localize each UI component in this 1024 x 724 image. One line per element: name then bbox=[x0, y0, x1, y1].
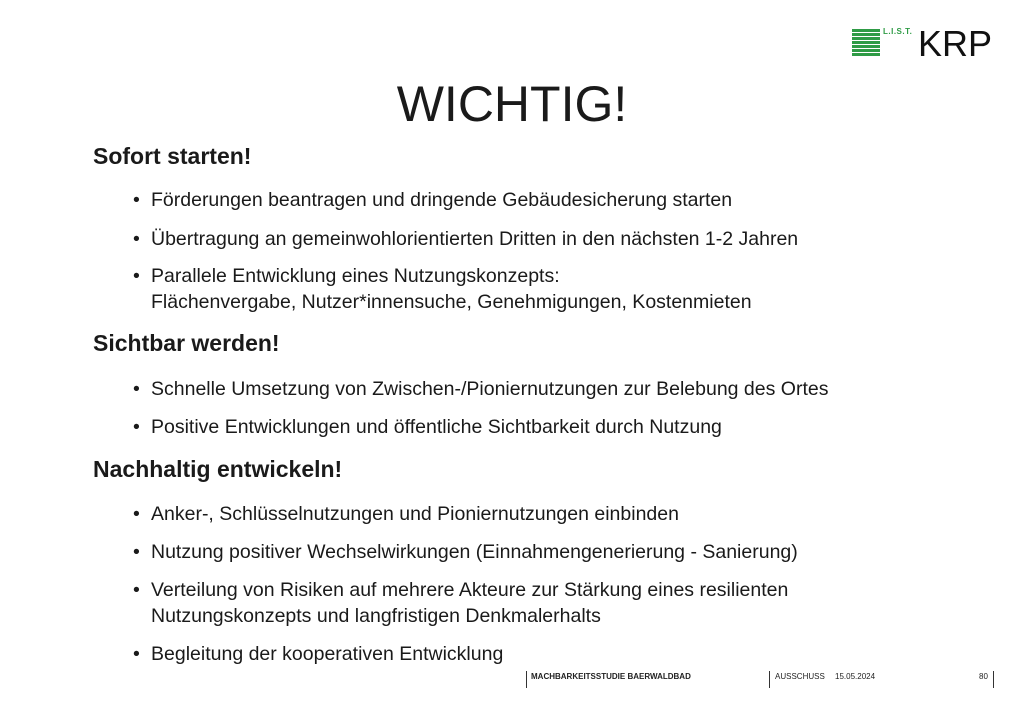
list-item-text: Nutzung positiver Wechselwirkungen (Einnahmengenerierung - Sanierung) bbox=[151, 541, 798, 563]
bullet-icon: • bbox=[133, 579, 140, 601]
footer-committee: AUSSCHUSS bbox=[775, 672, 825, 681]
list-item-text: Nutzungskonzepts und langfristigen Denkmalerhalts bbox=[151, 605, 601, 627]
list-item-text: Flächenvergabe, Nutzer*innensuche, Genehmigungen, Kostenmieten bbox=[151, 291, 752, 313]
bullet-icon: • bbox=[133, 378, 140, 400]
page-number: 80 bbox=[979, 672, 988, 681]
list-item-text: Verteilung von Risiken auf mehrere Akteure zur Stärkung eines resilienten bbox=[151, 579, 789, 601]
list-item-text: Übertragung an gemeinwohlorientierten Dritten in den nächsten 1-2 Jahren bbox=[151, 228, 799, 250]
bullet-icon: • bbox=[133, 541, 140, 563]
footer-study-title: MACHBARKEITSSTUDIE BAERWALDBAD bbox=[531, 672, 691, 681]
list-item-text: Anker-, Schlüsselnutzungen und Pioniernutzungen einbinden bbox=[151, 503, 679, 525]
list-item-text: Parallele Entwicklung eines Nutzungskonzepts: bbox=[151, 265, 560, 287]
list-item-text: Förderungen beantragen und dringende Gebäudesicherung starten bbox=[151, 189, 733, 211]
footer-divider bbox=[526, 671, 527, 688]
bullet-icon: • bbox=[133, 228, 140, 250]
list-logo bbox=[852, 27, 912, 59]
list-logo-bars bbox=[852, 29, 880, 57]
section-heading-nachhaltig: Nachhaltig entwickeln! bbox=[93, 456, 343, 482]
list-item-text: Begleitung der kooperativen Entwicklung bbox=[151, 643, 504, 665]
list-item-text: Schnelle Umsetzung von Zwischen-/Pioniernutzungen zur Belebung des Ortes bbox=[151, 378, 829, 400]
section-heading-sichtbar: Sichtbar werden! bbox=[93, 330, 280, 356]
krp-logo: KRP bbox=[918, 23, 993, 64]
bullet-icon: • bbox=[133, 503, 140, 525]
footer-divider bbox=[993, 671, 994, 688]
page-title: WICHTIG! bbox=[396, 76, 628, 132]
bullet-icon: • bbox=[133, 416, 140, 438]
list-item-text: Positive Entwicklungen und öffentliche Sichtbarkeit durch Nutzung bbox=[151, 416, 722, 438]
footer-divider bbox=[769, 671, 770, 688]
bullet-icon: • bbox=[133, 189, 140, 211]
section-heading-sofort: Sofort starten! bbox=[93, 143, 252, 169]
footer-date: 15.05.2024 bbox=[835, 672, 876, 681]
list-logo-text: L.I.S.T. bbox=[883, 27, 913, 36]
bullet-icon: • bbox=[133, 265, 140, 287]
bullet-icon: • bbox=[133, 643, 140, 665]
